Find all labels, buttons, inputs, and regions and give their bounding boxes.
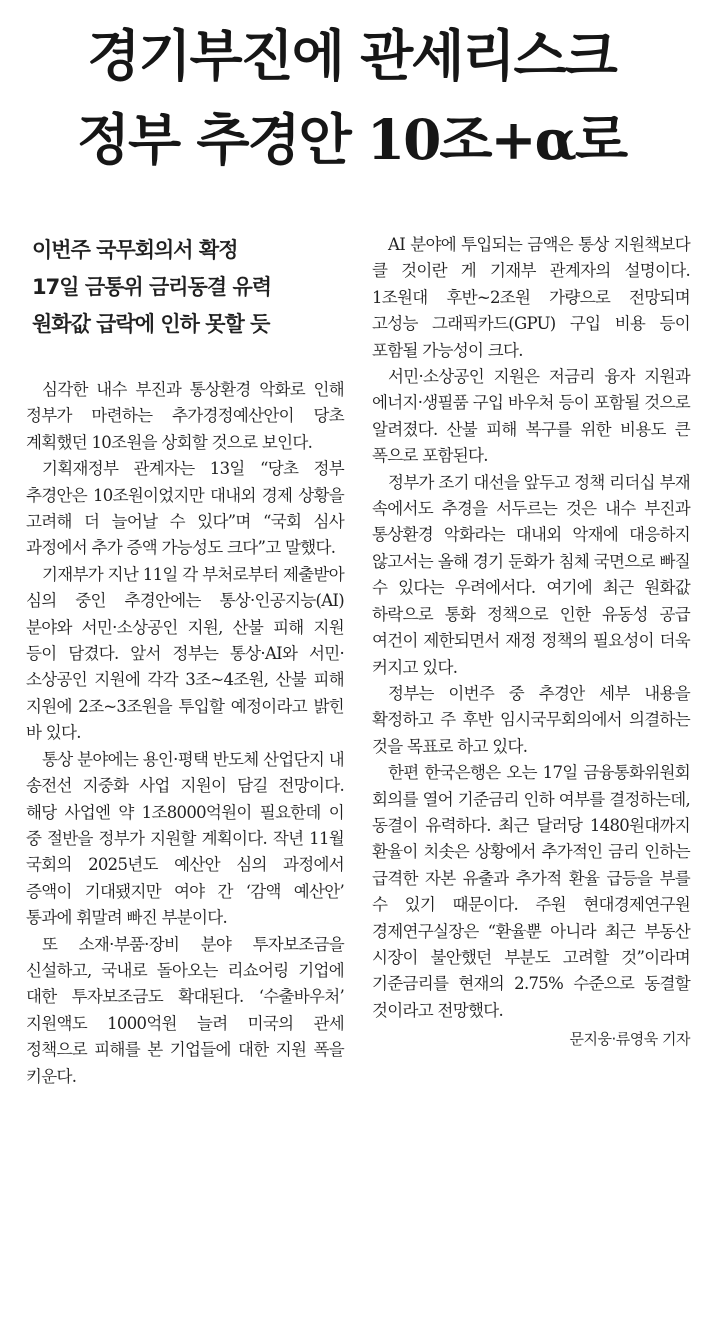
subheadlines <box>26 232 344 343</box>
article-paragraph: 또 소재·부품·장비 분야 투자보조금을 신설하고, 국내로 돌아오는 리쇼어링 기업에 대한 투자보조금도 확대된다. ‘수출바우처’ 지원액도 1000억원 늘려 미국의 관세 정책으로 피해를 본 기업들에 대한 지원 폭을 키운다. <box>26 934 344 1086</box>
headline-line-1: 경기부진에 관세리스크 <box>87 23 616 88</box>
article-paragraph: 기재부가 지난 11일 각 부처로부터 제출받아 심의 중인 추경안에는 통상·인공지능(AI) 분야와 서민·소상공인 지원, 산불 피해 지원 등이 담겼다. 앞서 정부는 통상·AI와 서민·소상공인 지원에 각각 3조~4조원, 산불 피해 지원에 2조~3조원을 투입할 예정이라고 밝힌 바 있다. <box>26 564 344 743</box>
article-paragraph: 기획재정부 관계자는 13일 “당초 정부 추경안은 10조원이었지만 대내외 경제 상황을 고려해 더 늘어날 수 있다”며 “국회 심사 과정에서 추가 증액 가능성도 크다”고 말했다. <box>26 459 344 558</box>
right-column <box>372 232 690 1049</box>
article-paragraph: 통상 분야에는 용인·평택 반도체 산업단지 내 송전선 지중화 사업 지원이 담길 전망이다. 해당 사업엔 약 1조8000억원이 필요한데 이 중 절반을 정부가 지원할 계획이다. 작년 11월 국회의 2025년도 예산안 심의 과정에서 증액이 기대됐지만 여야 간 ‘감액 예산안’ 통과에 휘말려 빠진 부분이다. <box>26 749 344 928</box>
article-paragraph: 정부가 조기 대선을 앞두고 정책 리더십 부재 속에서도 추경을 서두르는 것은 내수 부진과 통상환경 악화라는 대내외 악재에 대응하지 않고서는 올해 경기 둔화가 침체 국면으로 빠질 수 있다는 우려에서다. 여기에 최근 원화값 하락으로 통화 정책으로 인한 유동성 공급 여건이 제한되면서 재정 정책의 필요성이 더욱 커지고 있다. <box>372 472 690 677</box>
subheadline-3: 원화값 급락에 인하 못할 듯 <box>32 312 270 336</box>
article-paragraph: 한편 한국은행은 오는 17일 금융통화위원회 회의를 열어 기준금리 인하 여부를 결정하는데, 동결이 유력하다. 최근 달러당 1480원대까지 환율이 치솟은 상황에서 추가적인 금리 인하는 급격한 자본 유출과 추가적 환율 급등을 부를 수 있기 때문이다. 주원 현대경제연구원 경제연구실장은 “환율뿐 아니라 최근 부동산 시장이 불안했던 부분도 고려할 것”이라며 기준금리를 현재의 2.75% 수준으로 동결할 것이라고 전망했다. <box>372 763 690 1020</box>
article-paragraph: 서민·소상공인 지원은 저금리 융자 지원과 에너지·생필품 구입 바우처 등이 포함될 것으로 알려졌다. 산불 피해 복구를 위한 비용도 큰 폭으로 포함된다. <box>372 367 690 466</box>
headline-line-2: 정부 추경안 10조+α로 <box>76 107 627 172</box>
article-paragraph: AI 분야에 투입되는 금액은 통상 지원책보다 클 것이란 게 기재부 관계자의 설명이다. 1조원대 후반~2조원 가량으로 전망되며 고성능 그래픽카드(GPU) 구입 비용 등이 포함될 가능성이 크다. <box>372 235 690 360</box>
article-paragraph: 심각한 내수 부진과 통상환경 악화로 인해 정부가 마련하는 추가경정예산안이 당초 계획했던 10조원을 상회할 것으로 보인다. <box>26 380 344 452</box>
byline: 문지웅·류영욱 기자 <box>569 1030 690 1049</box>
subheadline-1: 이번주 국무회의서 확정 <box>32 238 238 262</box>
article-paragraph: 정부는 이번주 중 추경안 세부 내용을 확정하고 주 후반 임시국무회의에서 의결하는 것을 목표로 하고 있다. <box>372 683 690 756</box>
headline <box>0 14 703 182</box>
left-column <box>26 232 344 1090</box>
subheadline-2: 17일 금통위 금리동결 유력 <box>32 275 272 299</box>
